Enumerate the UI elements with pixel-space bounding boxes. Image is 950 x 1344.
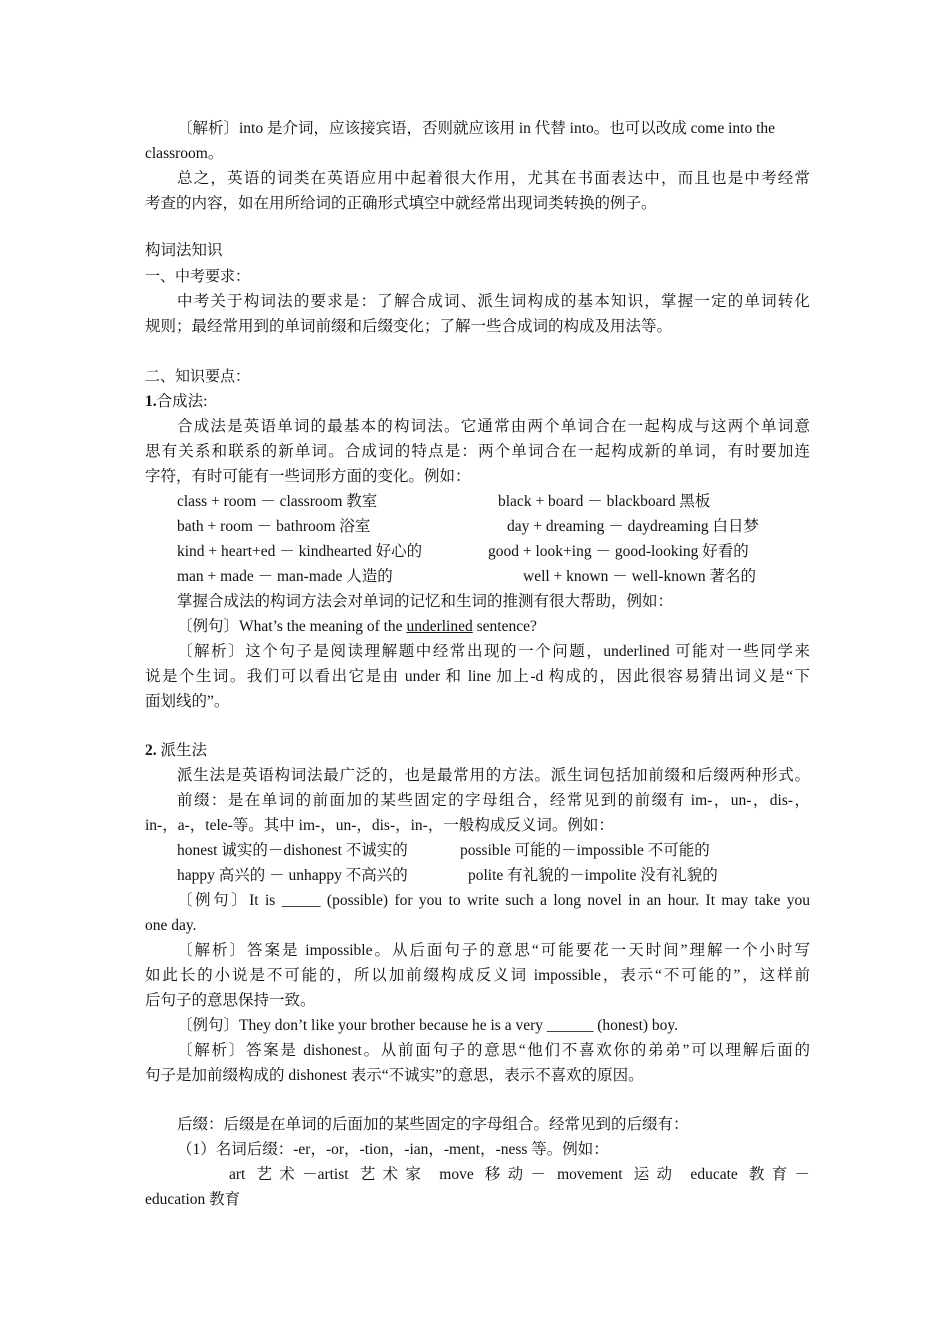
prefix-line1: 前缀：是在单词的前面加的某些固定的字母组合，经常见到的前缀有 im-，un-，dis-， bbox=[177, 792, 810, 809]
requirements-line2: 规则；最经常用到的单词前缀和后缀变化；了解一些合成词的构成及用法等。 bbox=[145, 318, 673, 335]
derivation-title: 派生法 bbox=[156, 742, 208, 759]
prefix-example2: 〔例句〕They don’t like your brother because he is a very ______ (honest) boy. bbox=[177, 1017, 679, 1034]
requirements-line1: 中考关于构词法的要求是：了解合成词、派生词构成的基本知识，掌握一定的单词转化 bbox=[177, 293, 810, 310]
compound-example-right: black + board － blackboard 黑板 bbox=[498, 493, 711, 510]
prefix-analysis2-line2: 句子是加前缀构成的 dishonest 表示“不诚实”的意思，表示不喜欢的原因。 bbox=[145, 1067, 644, 1084]
compound-example-right: day + dreaming － daydreaming 白日梦 bbox=[507, 518, 759, 535]
example-prefix: 〔例句〕What’s the meaning of the bbox=[177, 618, 407, 635]
requirements-heading: 一、中考要求： bbox=[145, 267, 251, 285]
prefix-analysis1-line1: 〔解析〕答案是 impossible。从后面句子的意思“可能要花一天时间”理解一个小时写 bbox=[177, 942, 810, 959]
compound-para-line2: 思有关系和联系的新单词。合成词的特点是：两个单词合在一起构成新的单词，有时要加连 bbox=[145, 443, 810, 460]
prefix-example-right: possible 可能的－impossible 不可能的 bbox=[460, 842, 710, 859]
compound-heading bbox=[145, 389, 810, 414]
prefix-example1-line1: 〔例句〕It is _____ (possible) for you to write such a long novel in an hour. It may take you bbox=[177, 892, 810, 909]
compound-analysis-line3: 面划线的”。 bbox=[145, 693, 230, 710]
compound-example-right: good + look+ing － good-looking 好看的 bbox=[488, 543, 749, 560]
compound-example-left: bath + room － bathroom 浴室 bbox=[177, 518, 371, 535]
section-title: 构词法知识 bbox=[145, 242, 223, 259]
prefix-analysis1-line3: 后句子的意思保持一致。 bbox=[145, 992, 316, 1009]
compound-example-left: man + made － man-made 人造的 bbox=[177, 568, 393, 585]
noun-suffix-examples-line1: art 艺术－artist 艺术家 move 移动－ movement 运动 educate 教育－ bbox=[229, 1166, 810, 1183]
compound-example-left: kind + heart+ed － kindhearted 好心的 bbox=[177, 543, 423, 560]
noun-suffix-line: （1）名词后缀：-er，-or，-tion，-ian，-ment，-ness 等。例如： bbox=[177, 1141, 609, 1158]
prefix-example-left: happy 高兴的 － unhappy 不高兴的 bbox=[177, 867, 408, 884]
prefix-example1-line2: one day. bbox=[145, 917, 197, 934]
compound-example-left: class + room － classroom 教室 bbox=[177, 493, 378, 510]
prefix-example-right: polite 有礼貌的－impolite 没有礼貌的 bbox=[468, 867, 718, 884]
prefix-analysis2-line1: 〔解析〕答案是 dishonest。从前面句子的意思“他们不喜欢你的弟弟”可以理解后面的 bbox=[177, 1042, 810, 1059]
noun-suffix-examples-line2: education 教育 bbox=[145, 1191, 241, 1208]
example-underlined-word: underlined bbox=[406, 618, 473, 635]
key-points-heading: 二、知识要点： bbox=[145, 367, 251, 385]
compound-number: 1. bbox=[145, 393, 157, 410]
prefix-example-left: honest 诚实的－dishonest 不诚实的 bbox=[177, 842, 408, 859]
analysis-into-line1: 〔解析〕into 是介词，应该接宾语，否则就应该用 in 代替 into。也可以改成 come into the bbox=[177, 120, 776, 137]
example-suffix: sentence? bbox=[472, 618, 537, 635]
compound-example-right: well + known － well-known 著名的 bbox=[523, 568, 757, 585]
summary-line1: 总之，英语的词类在英语应用中起着很大作用，尤其在书面表达中，而且也是中考经常 bbox=[177, 170, 810, 187]
compound-para-line1: 合成法是英语单词的最基本的构词法。它通常由两个单词合在一起构成与这两个单词意 bbox=[177, 418, 810, 435]
derivation-para: 派生法是英语构词法最广泛的，也是最常用的方法。派生词包括加前缀和后缀两种形式。 bbox=[177, 767, 810, 784]
compound-analysis-line2: 说是个生词。我们可以看出它是由 under 和 line 加上-d 构成的，因此很容易猜出词义是“下 bbox=[145, 668, 810, 685]
compound-analysis-line1: 〔解析〕这个句子是阅读理解题中经常出现的一个问题，underlined 可能对一些同学来 bbox=[177, 643, 810, 660]
derivation-number: 2. bbox=[145, 742, 157, 759]
suffix-intro: 后缀：后缀是在单词的后面加的某些固定的字母组合。经常见到的后缀有： bbox=[177, 1116, 689, 1133]
compound-para-line3: 字符，有时可能有一些词形方面的变化。例如： bbox=[145, 468, 471, 485]
compound-title: 合成法: bbox=[156, 393, 208, 410]
compound-example-sentence bbox=[177, 614, 810, 639]
prefix-analysis1-line2: 如此长的小说是不可能的，所以加前缀构成反义词 impossible，表示“不可能的”，这样前 bbox=[145, 967, 810, 984]
derivation-heading bbox=[145, 738, 810, 763]
prefix-line2: in-，a-，tele-等。其中 im-，un-，dis-，in-，一般构成反义词。例如： bbox=[145, 817, 614, 834]
compound-tip: 掌握合成法的构词方法会对单词的记忆和生词的推测有很大帮助，例如： bbox=[177, 593, 674, 610]
analysis-into-line2: classroom。 bbox=[145, 145, 224, 162]
summary-line2: 考查的内容，如在用所给词的正确形式填空中就经常出现词类转换的例子。 bbox=[145, 195, 657, 212]
